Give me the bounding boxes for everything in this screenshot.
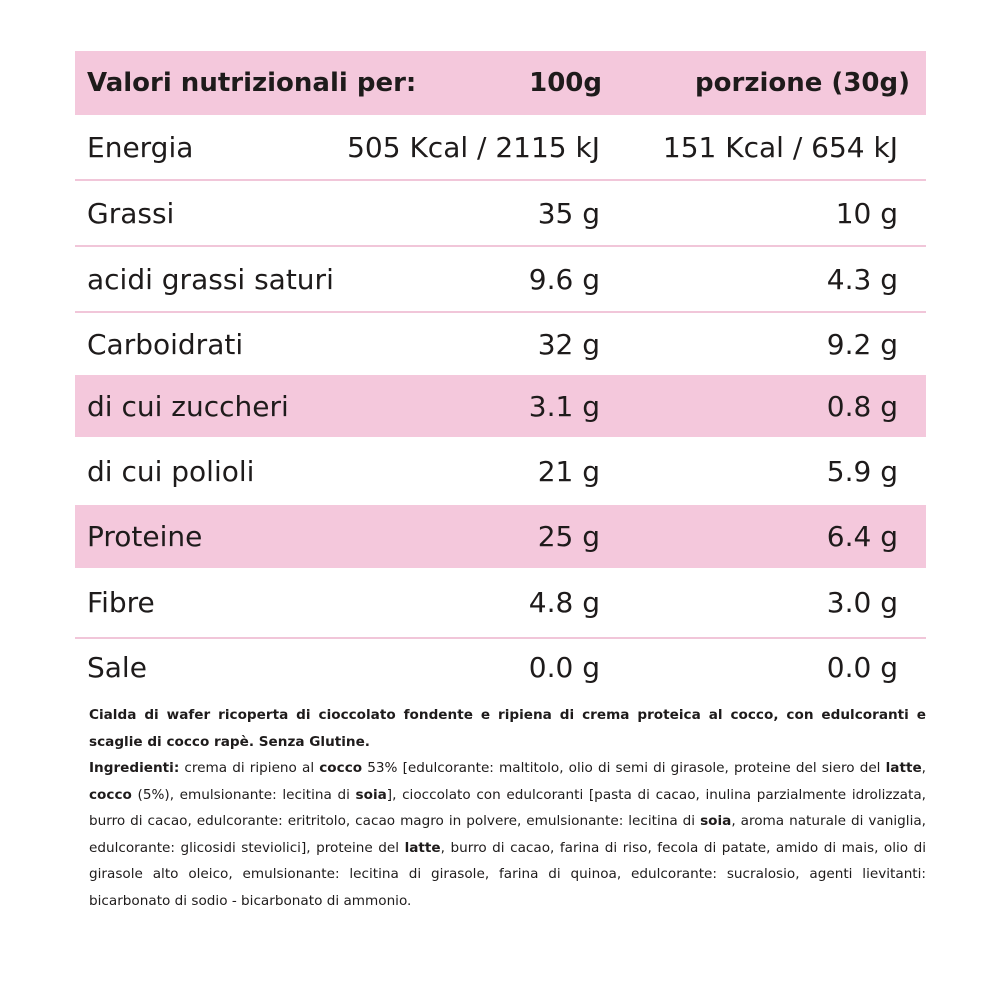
row-value-portion: 0.0 g <box>826 650 898 684</box>
ingredient-allergen: latte <box>404 839 441 856</box>
row-label: Proteine <box>87 520 203 553</box>
row-value-portion: 151 Kcal / 654 kJ <box>662 130 898 164</box>
ingredient-allergen: soia <box>700 813 732 829</box>
row-value-100g: 3.1 g <box>528 389 600 423</box>
product-description <box>89 702 926 914</box>
table-row-sale <box>75 639 926 695</box>
table-row-di-cui-polioli <box>75 437 926 505</box>
header-portion: porzione (30g) <box>695 68 910 98</box>
ingredient-text: , aroma naturale di vaniglia, edulcorante: glicosidi steviolici], proteine del <box>89 813 926 856</box>
nutrition-table <box>75 51 926 695</box>
ingredient-text: , burro di cacao, farina di riso, fecola di patate, amido di mais, olio di girasole alto oleico, emulsionante: lecitina di girasole, farina di quinoa, edulcorante: sucralosio, agenti lievitanti: bicarbonato di sodio - bicarbonato di ammonio. <box>89 839 927 909</box>
ingredient-allergen: latte <box>885 760 922 776</box>
ingredient-allergen: cocco <box>319 760 363 776</box>
row-label: Energia <box>87 130 194 164</box>
row-value-portion: 6.4 g <box>826 520 898 553</box>
row-label: Sale <box>87 650 147 684</box>
row-value-100g: 0.0 g <box>528 650 600 684</box>
row-value-portion: 9.2 g <box>826 327 898 361</box>
ingredient-text: (5%), emulsionante: lecitina di <box>131 786 356 803</box>
table-header-row <box>75 51 926 115</box>
ingredient-text: , <box>921 760 926 776</box>
row-value-100g: 32 g <box>537 327 600 361</box>
row-value-portion: 4.3 g <box>826 262 898 296</box>
row-label: di cui zuccheri <box>87 389 289 423</box>
row-label: acidi grassi saturi <box>87 262 334 296</box>
table-row-carboidrati <box>75 313 926 375</box>
row-label: Grassi <box>87 196 175 230</box>
header-100g: 100g <box>529 68 602 98</box>
row-value-100g: 4.8 g <box>528 586 600 619</box>
ingredients-paragraph <box>89 755 926 914</box>
table-row-energia <box>75 115 926 179</box>
ingredient-allergen: soia <box>355 786 387 803</box>
table-row-fibre <box>75 568 926 637</box>
row-value-100g: 25 g <box>537 520 600 553</box>
row-value-100g: 9.6 g <box>528 262 600 296</box>
row-value-100g: 505 Kcal / 2115 kJ <box>347 130 600 164</box>
ingredient-text: crema di ripieno al <box>179 760 320 776</box>
ingredients-text <box>89 760 926 909</box>
row-value-portion: 10 g <box>835 196 898 230</box>
ingredient-allergen: cocco <box>89 786 132 803</box>
row-value-portion: 3.0 g <box>826 586 898 619</box>
table-row-proteine <box>75 505 926 568</box>
row-value-100g: 21 g <box>537 454 600 488</box>
product-intro: Cialda di wafer ricoperta di cioccolato fondente e ripiena di crema proteica al cocco, con edulcoranti e scaglie di cocco rapè. Senza Glutine. <box>89 707 926 750</box>
row-value-100g: 35 g <box>537 196 600 230</box>
row-label: di cui polioli <box>87 454 255 488</box>
row-label: Fibre <box>87 586 155 619</box>
ingredient-text: ], cioccolato con edulcoranti [pasta di cacao, inulina parzialmente idrolizzata, burro di cacao, edulcorante: eritritolo, cacao magro in polvere, emulsionante: lecitina di <box>89 786 926 829</box>
table-row-di-cui-zuccheri <box>75 375 926 437</box>
ingredients-label: Ingredienti: <box>89 760 180 776</box>
row-value-portion: 0.8 g <box>826 389 898 423</box>
table-row-acidi-grassi-saturi <box>75 247 926 311</box>
ingredient-text: 53% [edulcorante: maltitolo, olio di semi di girasole, proteine del siero del <box>362 760 886 776</box>
row-value-portion: 5.9 g <box>826 454 898 488</box>
row-label: Carboidrati <box>87 327 244 361</box>
table-row-grassi <box>75 181 926 245</box>
header-label: Valori nutrizionali per: <box>87 68 417 98</box>
